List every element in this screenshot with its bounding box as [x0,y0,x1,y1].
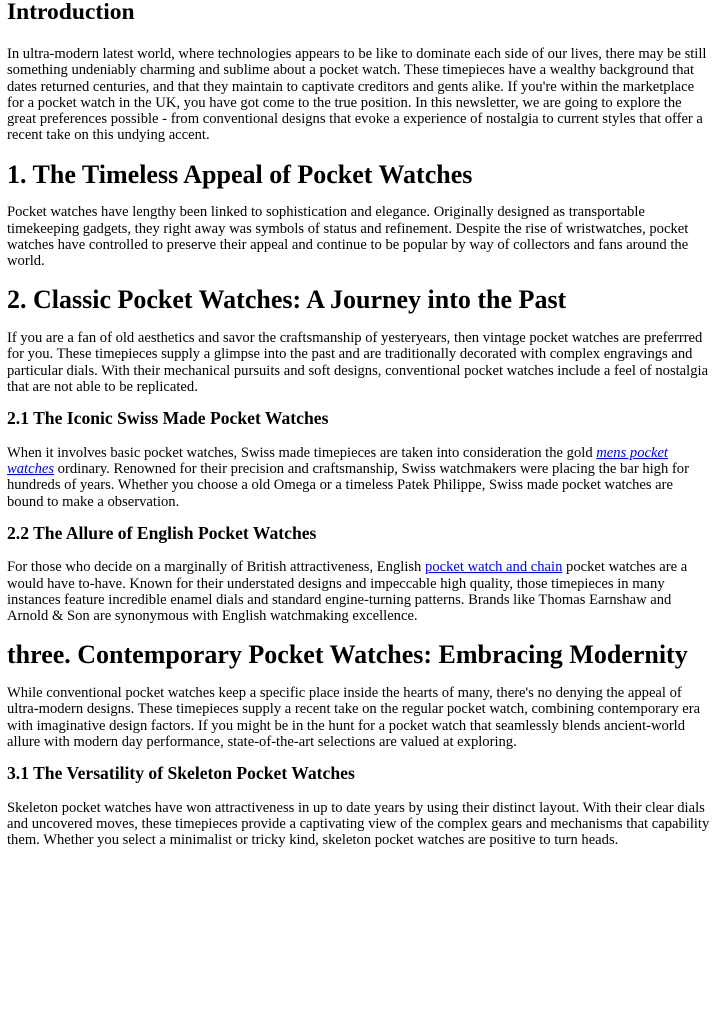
intro-heading: Introduction [7,0,135,25]
section-3-1-paragraph: Skeleton pocket watches have won attractiveness in up to date years by using their distinct layout. With their clear dials and uncovered moves, these timepieces provide a captivating view of the complex gears and mechanisms that capability them. Whether you select a minimalist or tricky kind, skeleton pocket watches are positive to turn heads. [7,799,710,849]
section-2-2-text-before-link: For those who decide on a marginally of British attractiveness, English [7,559,426,576]
section-3-paragraph: While conventional pocket watches keep a specific place inside the hearts of many, there's no denying the appeal of ultra-modern designs. These timepieces supply a recent take on the regular pocket watch, combining contemporary era with imaginative design factors. If you might be in the hunt for a pocket watch that seamlessly blends ancient-world allure with modern day performance, state-of-the-art selections are valued at exploring. [7,685,701,750]
section-2-2-heading: 2.2 The Allure of English Pocket Watches [7,522,317,543]
section-1-paragraph: Pocket watches have lengthy been linked to sophistication and elegance. Originally designed as transportable timekeeping gadgets, they right away was symbols of status and refinement. Despite the rise of wristwatches, pocket watches have controlled to preserve their appeal and continue to be popular by way of collectors and fans around the world. [7,204,689,270]
section-3-heading: three. Contemporary Pocket Watches: Embracing Modernity [7,640,688,670]
section-2-1-paragraph [7,445,713,510]
section-2-heading: 2. Classic Pocket Watches: A Journey into the Past [7,285,567,315]
section-2-2-paragraph [7,559,713,624]
section-2-1-text-after-link: ordinary. Renowned for their precision and craftsmanship, Swiss watchmakers were placing the bar high for hundreds of years. Whether you choose a old Omega or a timeless Patek Philippe, Swiss made pocket watches are bound to make a observation. [7,460,689,510]
section-2-1-heading: 2.1 The Iconic Swiss Made Pocket Watches [7,408,329,429]
intro-paragraph: In ultra-modern latest world, where technologies appears to be like to dominate each side of our lives, there may be still something undeniably charming and sublime about a pocket watch. These timepieces have a wealthy background that dates returned centuries, and that they maintain to captivate creditors and gents alike. If you're within the marketplace for a pocket watch in the UK, you have got come to the true position. In this newsletter, we are going to explore the great preferences possible - from conventional designs that evoke a experience of nostalgia to current styles that offer a recent take on this undying accent. [7,45,707,144]
section-2-2-text-after-link: pocket watches are a would have to-have. Known for their understated designs and impeccable high quality, those timepieces in many instances feature incredible enamel dials and standard engine-turning patterns. Brands like Thomas Earnshaw and Arnold & Son are synonymous with English watchmaking excellence. [7,559,688,625]
mens-pocket-watches-link[interactable]: mens pocket watches [7,444,668,477]
section-2-1-text-before-link: When it involves basic pocket watches, Swiss made timepieces are taken into consideration the gold [7,444,597,461]
section-3-1-heading: 3.1 The Versatility of Skeleton Pocket Watches [7,763,355,784]
section-2-paragraph: If you are a fan of old aesthetics and savor the craftsmanship of yesteryears, then vintage pocket watches are preferrred for you. These timepieces supply a glimpse into the past and are traditionally decorated with complex engravings and particular dials. With their mechanical pursuits and soft designs, conventional pocket watches include a feel of nostalgia that are not able to be replicated. [7,330,709,395]
pocket-watch-and-chain-link[interactable]: pocket watch and chain [425,559,563,576]
section-1-heading: 1. The Timeless Appeal of Pocket Watches [7,159,473,189]
